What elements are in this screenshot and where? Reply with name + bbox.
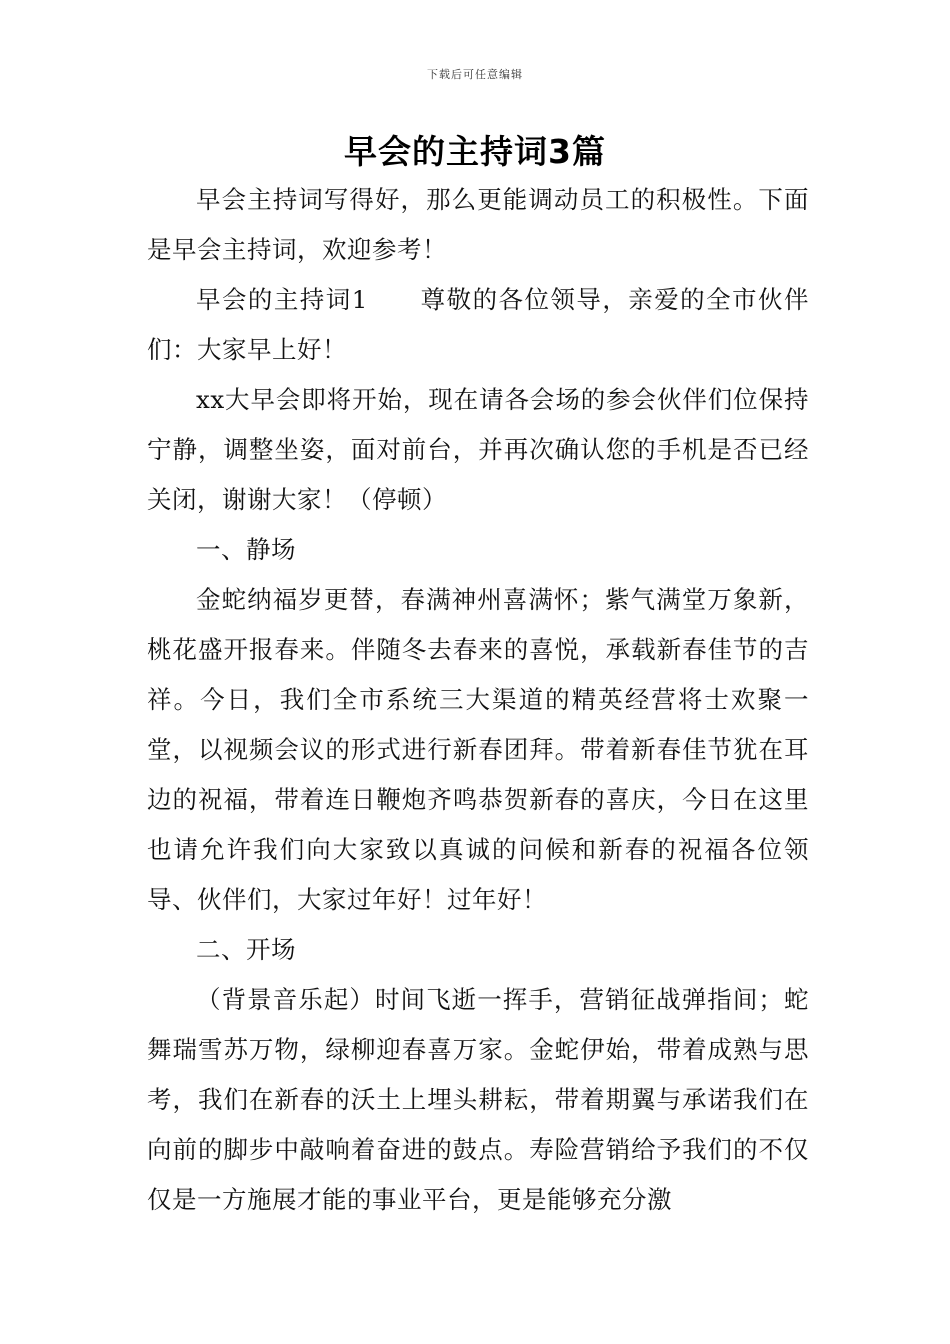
paragraph-intro: 早会主持词写得好，那么更能调动员工的积极性。下面是早会主持词，欢迎参考！ [147, 185, 809, 264]
paragraph-greeting: 早会的主持词1 尊敬的各位领导，亲爱的全市伙伴们：大家早上好！ [147, 285, 809, 364]
section-heading-silence: 一、静场 [196, 535, 296, 564]
document-title: 早会的主持词3篇 [344, 132, 606, 171]
paragraph-background-music: （背景音乐起）时间飞逝一挥手，营销征战弹指间；蛇舞瑞雪苏万物，绿柳迎春喜万家。金蛇伊始，带着成熟与思考，我们在新春的沃土上埋头耕耘，带着期翼与承诺我们在向前的脚步中敲响着奋进的鼓点。寿险营销给予我们的不仅仅是一方施展才能的事业平台，更是能够充分激 [147, 985, 809, 1214]
document-body [147, 175, 809, 1225]
paragraph-opening-notice: xx大早会即将开始，现在请各会场的参会伙伴们位保持宁静，调整坐姿，面对前台，并再次确认您的手机是否已经关闭，谢谢大家！（停顿） [147, 385, 809, 514]
paragraph-new-year-blessing: 金蛇纳福岁更替，春满神州喜满怀；紫气满堂万象新，桃花盛开报春来。伴随冬去春来的喜悦，承载新春佳节的吉祥。今日，我们全市系统三大渠道的精英经营将士欢聚一堂，以视频会议的形式进行新春团拜。带着新春佳节犹在耳边的祝福，带着连日鞭炮齐鸣恭贺新春的喜庆，今日在这里也请允许我们向大家致以真诚的问候和新春的祝福各位领导、伙伴们，大家过年好！过年好！ [147, 585, 809, 914]
section-heading-opening: 二、开场 [196, 935, 296, 964]
page-header-note: 下载后可任意编辑 [427, 68, 523, 81]
